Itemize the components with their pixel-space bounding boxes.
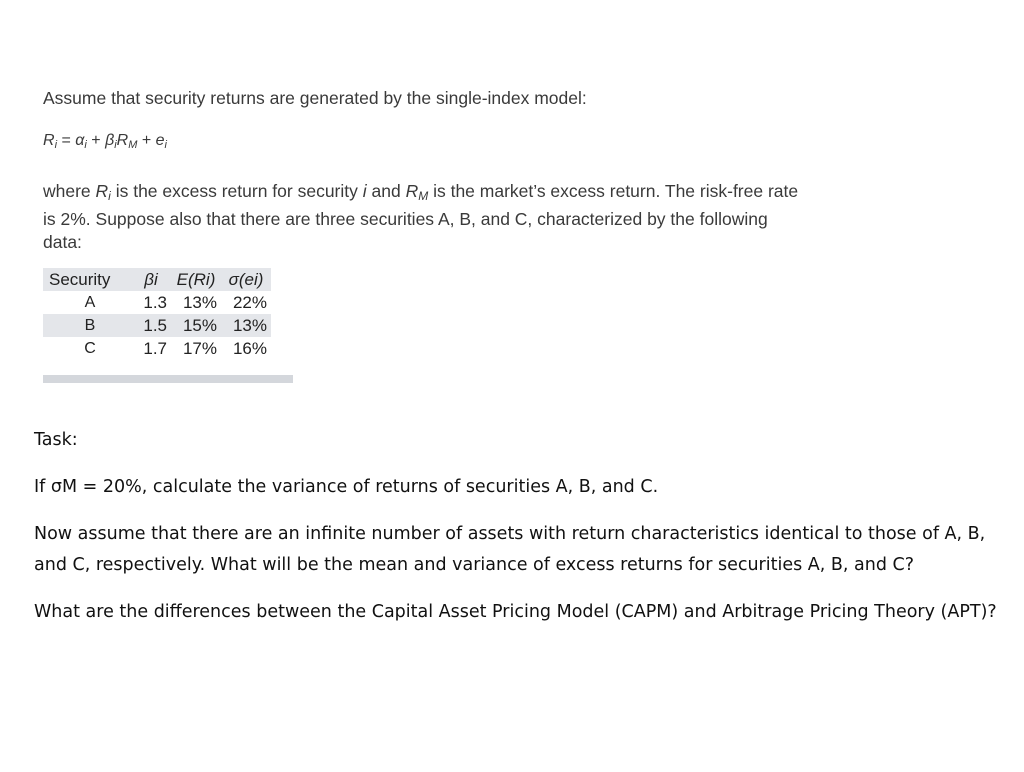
where-text-2: is the excess return for security bbox=[110, 181, 363, 201]
eq-e-sub: i bbox=[164, 139, 167, 151]
cell-security: B bbox=[84, 316, 96, 334]
table-row bbox=[43, 314, 271, 337]
eq-alpha: α bbox=[75, 132, 85, 149]
eq-beta-sub: i bbox=[114, 139, 117, 151]
eq-equals: = bbox=[57, 132, 76, 149]
task-question-3: What are the differences between the Capital Asset Pricing Model (CAPM) and Arbitrage Pricing Theory (APT)? bbox=[34, 602, 997, 622]
cell-security: A bbox=[84, 293, 96, 311]
cell-beta: 1.3 bbox=[143, 292, 167, 312]
cell-beta: 1.5 bbox=[143, 315, 167, 335]
table-row bbox=[43, 337, 271, 360]
eq-alpha-sub: i bbox=[84, 139, 87, 151]
intro-text: Assume that security returns are generated by the single-index model: bbox=[43, 88, 587, 108]
where-i: i bbox=[362, 181, 367, 201]
cell-expected: 13% bbox=[182, 292, 217, 312]
cell-beta: 1.7 bbox=[143, 338, 167, 358]
header-security: Security bbox=[49, 269, 111, 289]
eq-R-sub: i bbox=[54, 139, 58, 151]
where-Ri-sub: i bbox=[108, 189, 111, 203]
cell-security: C bbox=[84, 339, 96, 357]
where-RM-sub: M bbox=[418, 189, 429, 203]
where-text-3: and bbox=[366, 181, 406, 201]
cell-sigma: 13% bbox=[232, 315, 267, 335]
task-section bbox=[34, 425, 1004, 628]
header-beta: βi bbox=[144, 269, 158, 289]
cell-sigma: 22% bbox=[232, 292, 267, 312]
eq-R: R bbox=[43, 132, 55, 149]
securities-table-container bbox=[43, 268, 293, 383]
cell-expected: 15% bbox=[182, 315, 217, 335]
eq-beta: β bbox=[105, 132, 115, 149]
cell-sigma: 16% bbox=[232, 338, 267, 358]
where-text-1: where bbox=[43, 181, 96, 201]
eq-RM: R bbox=[116, 132, 129, 149]
where-Ri: R bbox=[95, 181, 109, 201]
eq-e: e bbox=[155, 132, 165, 149]
cell-expected: 17% bbox=[182, 338, 217, 358]
securities-table bbox=[43, 268, 271, 360]
where-RM: R bbox=[405, 181, 419, 201]
eq-plus-1: + bbox=[86, 132, 106, 149]
table-header-row bbox=[43, 268, 271, 291]
where-paragraph bbox=[43, 180, 803, 254]
single-index-equation bbox=[43, 132, 167, 151]
header-expected-return: E(Ri) bbox=[176, 269, 216, 289]
header-sigma: σ(ei) bbox=[228, 269, 264, 289]
table-bottom-bar bbox=[43, 375, 293, 383]
task-question-2: Now assume that there are an infinite number of assets with return characteristics identical to those of A, B, and C, respectively. What will be the mean and variance of excess returns for securities A, B, and C? bbox=[34, 524, 986, 575]
task-label: Task: bbox=[34, 430, 78, 450]
where-text-4: is the market’s excess return. The risk-free rate is 2%. Suppose also that there are three securities A, B, and C, characterized by the following data: bbox=[43, 181, 799, 252]
task-question-1: If σM = 20%, calculate the variance of returns of securities A, B, and C. bbox=[34, 477, 659, 497]
table-row bbox=[43, 291, 271, 314]
eq-plus-2: + bbox=[137, 132, 156, 149]
eq-RM-sub: M bbox=[128, 139, 138, 151]
